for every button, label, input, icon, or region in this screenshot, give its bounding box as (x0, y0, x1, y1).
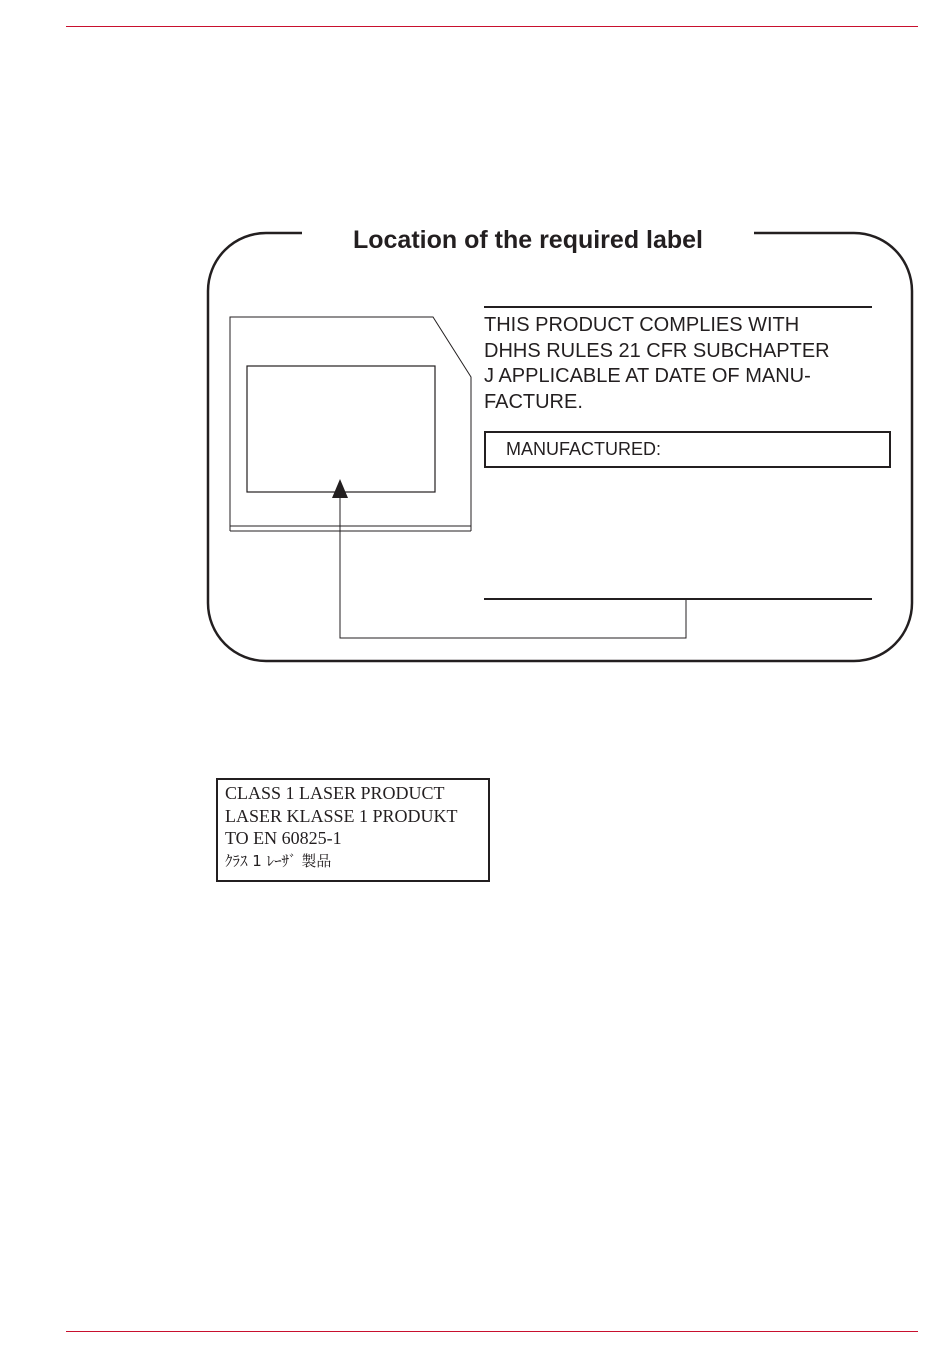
manufactured-field: MANUFACTURED: (484, 431, 891, 468)
arrow-head (332, 479, 348, 498)
footer-rule (66, 1331, 918, 1332)
label-location-diagram (206, 225, 916, 665)
header-rule (66, 26, 918, 27)
compliance-line: DHHS RULES 21 CFR SUBCHAPTER (484, 339, 830, 362)
laser-label-line: ｸﾗｽ 1 ﾚｰｻﾞ 製品 (225, 852, 332, 870)
laser-label-line: CLASS 1 LASER PRODUCT (225, 783, 445, 803)
diagram-title: Location of the required label (302, 225, 754, 255)
laser-label-line: TO EN 60825-1 (225, 828, 342, 848)
leader-line (340, 497, 686, 638)
laser-label-line: LASER KLASSE 1 PRODUKT (225, 806, 458, 826)
label-area (247, 366, 435, 492)
laser-class-label (216, 778, 490, 882)
compliance-line: J APPLICABLE AT DATE OF MANU- (484, 365, 811, 387)
compliance-line: THIS PRODUCT COMPLIES WITH (484, 314, 800, 336)
compliance-text (484, 313, 884, 415)
compliance-line: FACTURE. (484, 390, 583, 413)
